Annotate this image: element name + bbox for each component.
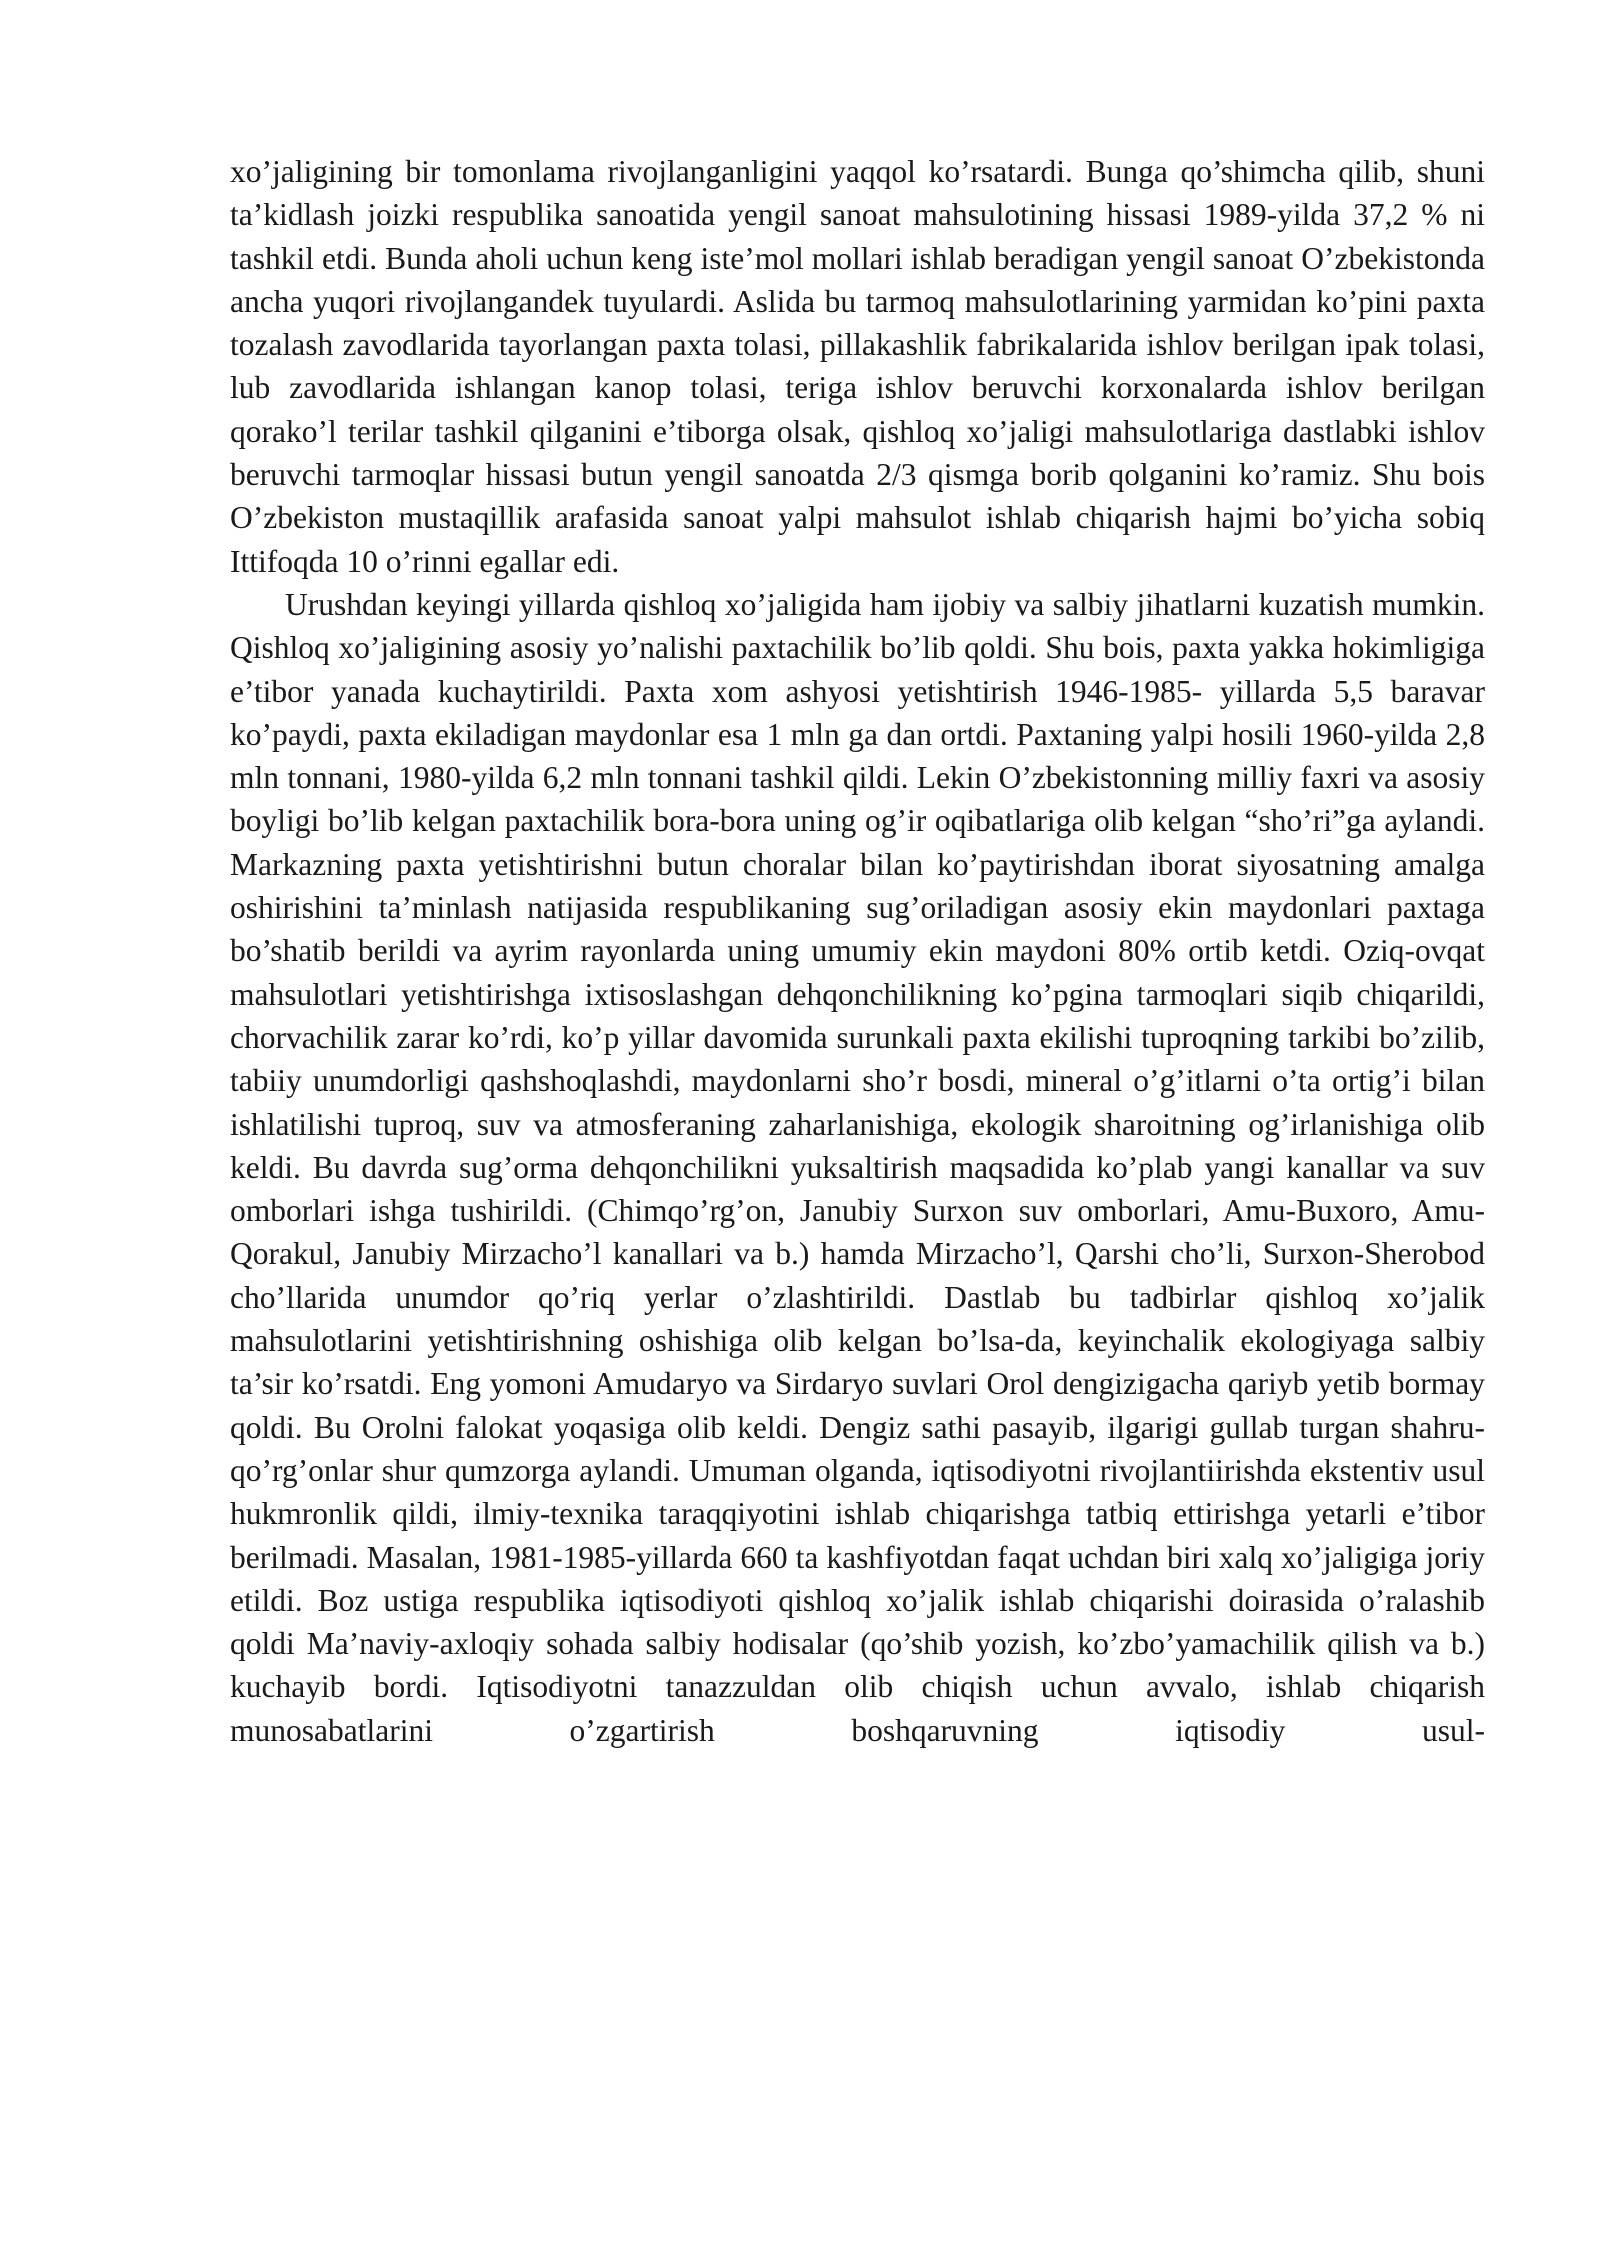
body-paragraph-1: xo’jaligining bir tomonlama rivojlanganligini yaqqol ko’rsatardi. Bunga qo’shimcha qilib, shuni ta’kidlash joizki respublika sanoatida yengil sanoat mahsulotining hissasi 1989-yilda 37,2 % ni tashkil etdi. Bunda aholi uchun keng iste’mol mollari ishlab beradigan yengil sanoat O’zbekistonda ancha yuqori rivojlangandek tuyulardi. Aslida bu tarmoq mahsulotlarining yarmidan ko’pini paxta tozalash zavodlarida tayorlangan paxta tolasi, pillakashlik fabrikalarida ishlov berilgan ipak tolasi, lub zavodlarida ishlangan kanop tolasi, teriga ishlov beruvchi korxonalarda ishlov berilgan qorako’l terilar tashkil qilganini e’tiborga olsak, qishloq xo’jaligi mahsulotlariga dastlabki ishlov beruvchi tarmoqlar hissasi butun yengil sanoatda 2/3 qismga borib qolganini ko’ramiz. Shu bois O’zbekiston mustaqillik arafasida sanoat yalpi mahsulot ishlab chiqarish hajmi bo’yicha sobiq Ittifoqda 10 o’rinni egallar edi. bbox=[230, 154, 1485, 579]
document-page bbox=[230, 150, 1485, 1752]
body-paragraph-2: Urushdan keyingi yillarda qishloq xo’jaligida ham ijobiy va salbiy jihatlarni kuzatish mumkin. Qishloq xo’jaligining asosiy yo’nalishi paxtachilik bo’lib qoldi. Shu bois, paxta yakka hokimligiga e’tibor yanada kuchaytirildi. Paxta xom ashyosi yetishtirish 1946-1985- yillarda 5,5 baravar ko’paydi, paxta ekiladigan maydonlar esa 1 mln ga dan ortdi. Paxtaning yalpi hosili 1960-yilda 2,8 mln tonnani, 1980-yilda 6,2 mln tonnani tashkil qildi. Lekin O’zbekistonning milliy faxri va asosiy boyligi bo’lib kelgan paxtachilik bora-bora uning og’ir oqibatlariga olib kelgan “sho’ri”ga aylandi. Markazning paxta yetishtirishni butun choralar bilan ko’paytirishdan iborat siyosatning amalga oshirishini ta’minlash natijasida respublikaning sug’oriladigan asosiy ekin maydonlari paxtaga bo’shatib berildi va ayrim rayonlarda uning umumiy ekin maydoni 80% ortib ketdi. Oziq-ovqat mahsulotlari yetishtirishga ixtisoslashgan dehqonchilikning ko’pgina tarmoqlari siqib chiqarildi, chorvachilik zarar ko’rdi, ko’p yillar davomida surunkali paxta ekilishi tuproqning tarkibi bo’zilib, tabiiy unumdorligi qashshoqlashdi, maydonlarni sho’r bosdi, mineral o’g’itlarni o’ta ortig’i bilan ishlatilishi tuproq, suv va atmosferaning zaharlanishiga, ekologik sharoitning og’irlanishiga olib keldi. Bu davrda sug’orma dehqonchilikni yuksaltirish maqsadida ko’plab yangi kanallar va suv omborlari ishga tushirildi. (Chimqo’rg’on, Janubiy Surxon suv omborlari, Amu-Buxoro, Amu-Qorakul, Janubiy Mirzacho’l kanallari va b.) hamda Mirzacho’l, Qarshi cho’li, Surxon-Sherobod cho’llarida unumdor qo’riq yerlar o’zlashtirildi. Dastlab bu tadbirlar qishloq xo’jalik mahsulotlarini yetishtirishning oshishiga olib kelgan bo’lsa-da, keyinchalik ekologiyaga salbiy ta’sir ko’rsatdi. Eng yomoni Amudaryo va Sirdaryo suvlari Orol dengizigacha qariyb yetib bormay qoldi. Bu Orolni falokat yoqasiga olib keldi. Dengiz sathi pasayib, ilgarigi gullab turgan shahru-qo’rg’onlar shur qumzorga aylandi. Umuman olganda, iqtisodiyotni rivojlantiirishda ekstentiv usul hukmronlik qildi, ilmiy-texnika taraqqiyotini ishlab chiqarishga tatbiq ettirishga yetarli e’tibor berilmadi. Masalan, 1981-1985-yillarda 660 ta kashfiyotdan faqat uchdan biri xalq xo’jaligiga joriy etildi. Boz ustiga respublika iqtisodiyoti qishloq xo’jalik ishlab chiqarishi doirasida o’ralashib qoldi Ma’naviy-axloqiy sohada salbiy hodisalar (qo’shib yozish, ko’zbo’yamachilik qilish va b.) kuchayib bordi. Iqtisodiyotni tanazzuldan olib chiqish uchun avvalo, ishlab chiqarish munosabatlarini o’zgartirish boshqaruvning iqtisodiy usul- bbox=[230, 586, 1485, 1748]
